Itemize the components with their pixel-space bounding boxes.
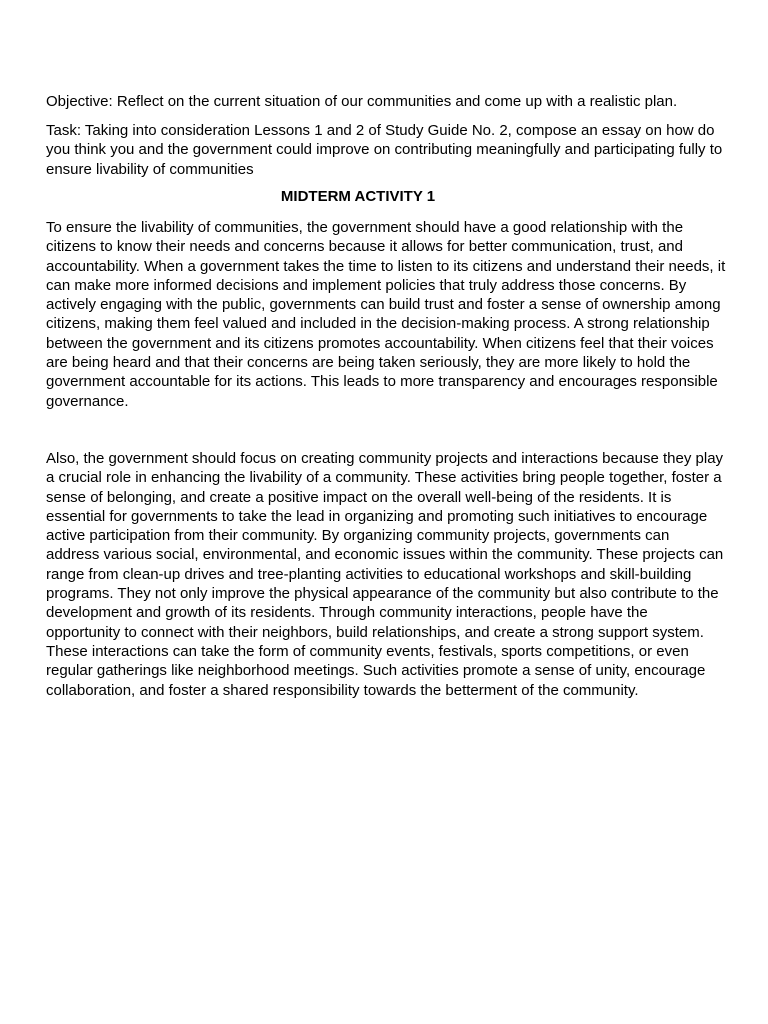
document-title: MIDTERM ACTIVITY 1 (280, 188, 436, 205)
essay-paragraph-2: Also, the government should focus on creating community projects and interactions because they play a crucial role in enhancing the livability of a community. These activities bring people together, foster a sense of belonging, and create a positive impact on the overall well-being of the residents. It is essential for governments to take the lead in organizing and promoting such initiatives to encourage active participation from their community. By organizing community projects, governments can address various social, environmental, and economic issues within the community. These projects can range from clean-up drives and tree-planting activities to educational workshops and skill-building programs. They not only improve the physical appearance of the community but also contribute to the development and growth of its residents. Through community interactions, people have the opportunity to connect with their neighbors, build relationships, and create a strong support system. These interactions can take the form of community events, festivals, sports competitions, or even regular gatherings like neighborhood meetings. Such activities promote a sense of unity, encourage collaboration, and foster a shared responsibility towards the betterment of the community. (46, 450, 724, 699)
essay-paragraph-1: To ensure the livability of communities, the government should have a good relationship with the citizens to know their needs and concerns because it allows for better communication, trust, and accountability. When a government takes the time to listen to its citizens and understand their needs, it can make more informed decisions and implement policies that truly address those concerns. By actively engaging with the public, governments can build trust and foster a sense of ownership among citizens, making them feel valued and included in the decision-making process. A strong relationship between the government and its citizens promotes accountability. When citizens feel that their voices are being heard and that their concerns are being taken seriously, they are more likely to hold the government accountable for its actions. This leads to more transparency and encourages responsible governance. (46, 219, 726, 410)
task-text: Task: Taking into consideration Lessons 1 and 2 of Study Guide No. 2, compose an essay on how do you think you and the government could improve on contributing meaningfully and participating fully to ensure livability of communities (46, 122, 723, 178)
objective-text: Objective: Reflect on the current situation of our communities and come up with a realistic plan. (46, 93, 678, 110)
